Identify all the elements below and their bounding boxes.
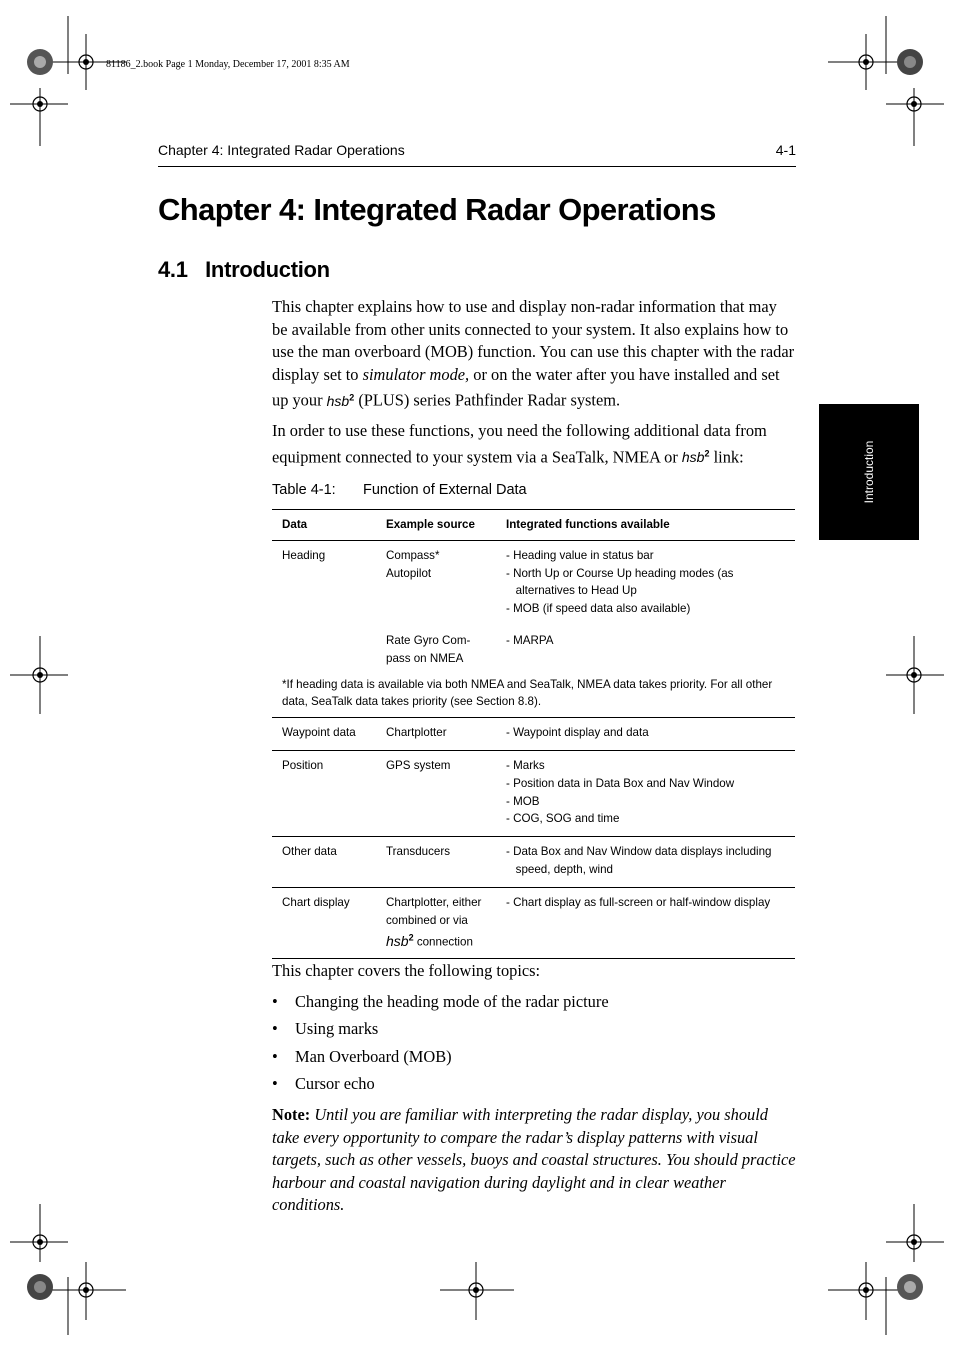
- table-row: [272, 750, 795, 836]
- side-thumb-tab-label: Introduction: [862, 440, 876, 504]
- table-cell: Other data: [272, 837, 376, 888]
- table-cell: - Marks - Position data in Data Box and Nav Window - MOB - COG, SOG and time: [496, 750, 795, 836]
- column-header: Data: [272, 510, 376, 541]
- table-cell: - Waypoint display and data: [496, 718, 795, 751]
- table-cell: Compass* Autopilot: [386, 548, 440, 580]
- table-cell: Waypoint data: [272, 718, 376, 751]
- section-title: 4.1 Introduction: [158, 257, 330, 282]
- running-header-chapter: Chapter 4: Integrated Radar Operations: [158, 142, 405, 158]
- list-item: • Man Overboard (MOB): [272, 1046, 452, 1066]
- external-data-table: [272, 509, 795, 959]
- table-cell: - MARPA: [506, 633, 554, 647]
- column-header: Example source: [376, 510, 496, 541]
- table-row: [272, 887, 795, 958]
- intro-paragraph-1: This chapter explains how to use and display non-radar information that may be available from other units connected to your system. It also explains how to use the man overboard (MOB) function. You can use this chapter with the radar display set to simulator mode, or on the water after you have installed and set up your hsb$^2$ (PLUS) series Pathfinder Radar system.: [272, 297, 795, 411]
- hsb2-logo: hsb$^2$: [681, 448, 710, 466]
- intro-paragraph-2: In order to use these functions, you need the following additional data from equipment connected to your system via a SeaTalk, NMEA or hsb$^2$ link:: [272, 421, 767, 467]
- side-thumb-tab: [819, 404, 919, 540]
- table-row: [272, 540, 795, 622]
- column-header: Integrated functions available: [496, 510, 795, 541]
- table-cell: Chartplotter: [376, 718, 496, 751]
- table-cell: Transducers: [376, 837, 496, 888]
- table-cell: Chart display: [272, 887, 376, 958]
- table-number: Table 4-1:: [272, 482, 336, 498]
- table-cell: - Chart display as full-screen or half-window display: [496, 887, 795, 958]
- hsb2-logo: hsb$^2$: [386, 932, 414, 949]
- table-caption: [272, 482, 527, 498]
- table-cell: Rate Gyro Com- pass on NMEA: [386, 633, 471, 665]
- table-cell: Chartplotter, either combined or via hsb$^2$ connection: [376, 887, 496, 958]
- table-title: Function of External Data: [363, 482, 527, 498]
- note-text: Until you are familiar with interpreting the radar display, you should take every opportunity to compare the radar’s display patterns with visual targets, such as other vessels, buoys and coastal structures. You should practice harbour and coastal navigation during daylight and in clear weather conditions.: [272, 1105, 796, 1215]
- table-cell: GPS system: [376, 750, 496, 836]
- table-row: [272, 837, 795, 888]
- page-number: 4-1: [775, 142, 796, 158]
- running-header: [158, 142, 796, 167]
- table-cell: - Data Box and Nav Window data displays including speed, depth, wind: [496, 837, 795, 888]
- topics-list: [272, 992, 609, 1101]
- note-label: Note:: [272, 1105, 311, 1124]
- table-row: [272, 718, 795, 751]
- list-item: • Cursor echo: [272, 1073, 375, 1093]
- simulator-mode-term: simulator mode,: [362, 364, 470, 384]
- topics-intro: This chapter covers the following topics:: [272, 961, 541, 980]
- table-header-row: [272, 510, 795, 541]
- table-cell: - Heading value in status bar - North Up or Course Up heading modes (as alternatives to Head Up - MOB (if speed data also available): [506, 548, 734, 616]
- list-item: • Using marks: [272, 1019, 379, 1039]
- table-footnote: *If heading data is available via both NMEA and SeaTalk, NMEA data takes priority. For all other data, SeaTalk data takes priority (see Section 8.8).: [282, 677, 773, 709]
- table-row: [272, 622, 795, 672]
- table-cell: Heading: [282, 548, 326, 562]
- table-footnote-row: [272, 672, 795, 718]
- note-paragraph: [272, 1104, 796, 1217]
- table-cell: Position: [272, 750, 376, 836]
- book-metadata: 81186_2.book Page 1 Monday, December 17, 2001 8:35 AM: [106, 59, 350, 70]
- hsb2-logo: hsb$^2$: [326, 392, 355, 410]
- chapter-title: Chapter 4: Integrated Radar Operations: [158, 192, 716, 227]
- list-item: • Changing the heading mode of the radar picture: [272, 992, 609, 1011]
